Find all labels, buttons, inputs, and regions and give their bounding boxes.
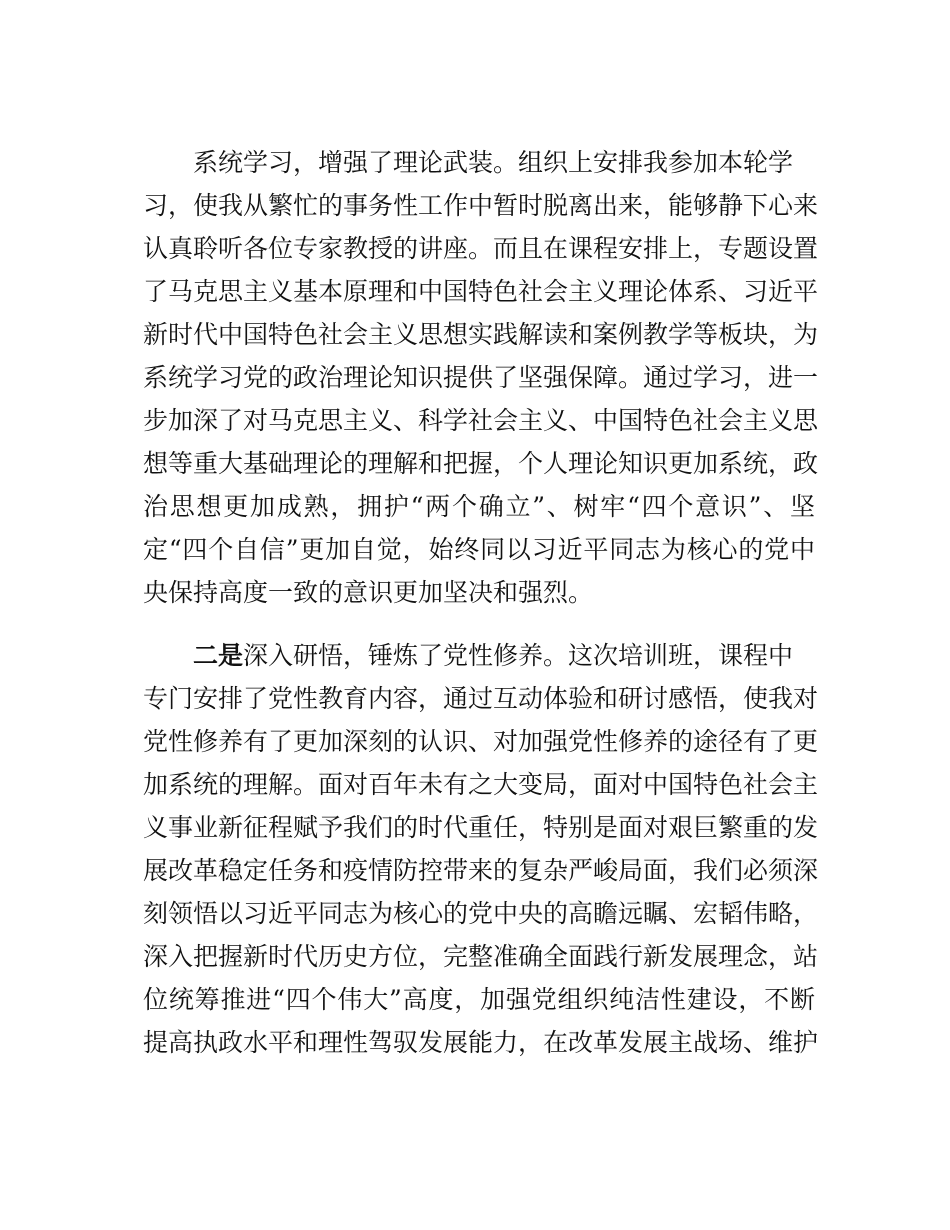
paragraph-line: 党性修养有了更加深刻的认识、对加强党性修养的途径有了更 [143, 727, 819, 756]
paragraph-line: 提高执政水平和理性驾驭发展能力，在改革发展主战场、维护 [143, 1028, 819, 1057]
paragraph-line: 习，使我从繁忙的事务性工作中暂时脱离出来，能够静下心来 [143, 191, 819, 220]
paragraph-line: 想等重大基础理论的理解和把握，个人理论知识更加系统，政 [143, 449, 819, 478]
paragraph-line: 新时代中国特色社会主义思想实践解读和案例教学等板块，为 [143, 320, 819, 349]
paragraph-line: 认真聆听各位专家教授的讲座。而且在课程安排上，专题设置 [143, 234, 819, 263]
paragraph-line: 义事业新征程赋予我们的时代重任，特别是面对艰巨繁重的发 [143, 813, 819, 842]
paragraph-line: 深入把握新时代历史方位，完整准确全面践行新发展理念，站 [143, 942, 819, 971]
paragraph-line: 刻领悟以习近平同志为核心的党中央的高瞻远瞩、宏韬伟略， [143, 899, 819, 928]
paragraph-line: 系统学习党的政治理论知识提供了坚强保障。通过学习，进一 [143, 363, 819, 392]
paragraph-line: 位统筹推进“四个伟大”高度，加强党组织纯洁性建设，不断 [143, 985, 815, 1014]
paragraph-lead: 二是 [193, 641, 244, 670]
paragraph-first-line-text: 深入研悟，锤炼了党性修养。这次培训班，课程中 [243, 641, 794, 670]
paragraph-line: 步加深了对马克思主义、科学社会主义、中国特色社会主义思 [143, 406, 819, 435]
paragraph-first-line [193, 640, 794, 672]
paragraph-line: 治思想更加成熟，拥护“两个确立”、树牢“四个意识”、坚 [143, 492, 815, 521]
paragraph-line: 央保持高度一致的意识更加坚决和强烈。 [143, 578, 594, 607]
paragraph-line: 展改革稳定任务和疫情防控带来的复杂严峻局面，我们必须深 [143, 856, 819, 885]
paragraph-line: 了马克思主义基本原理和中国特色社会主义理论体系、习近平 [143, 277, 819, 306]
paragraph-line: 加系统的理解。面对百年未有之大变局，面对中国特色社会主 [143, 770, 819, 799]
paragraph-line: 系统学习，增强了理论武装。组织上安排我参加本轮学 [193, 148, 794, 177]
paragraph-line: 定“四个自信”更加自觉，始终同以习近平同志为核心的党中 [143, 535, 815, 564]
paragraph-line: 专门安排了党性教育内容，通过互动体验和研讨感悟，使我对 [143, 684, 819, 713]
